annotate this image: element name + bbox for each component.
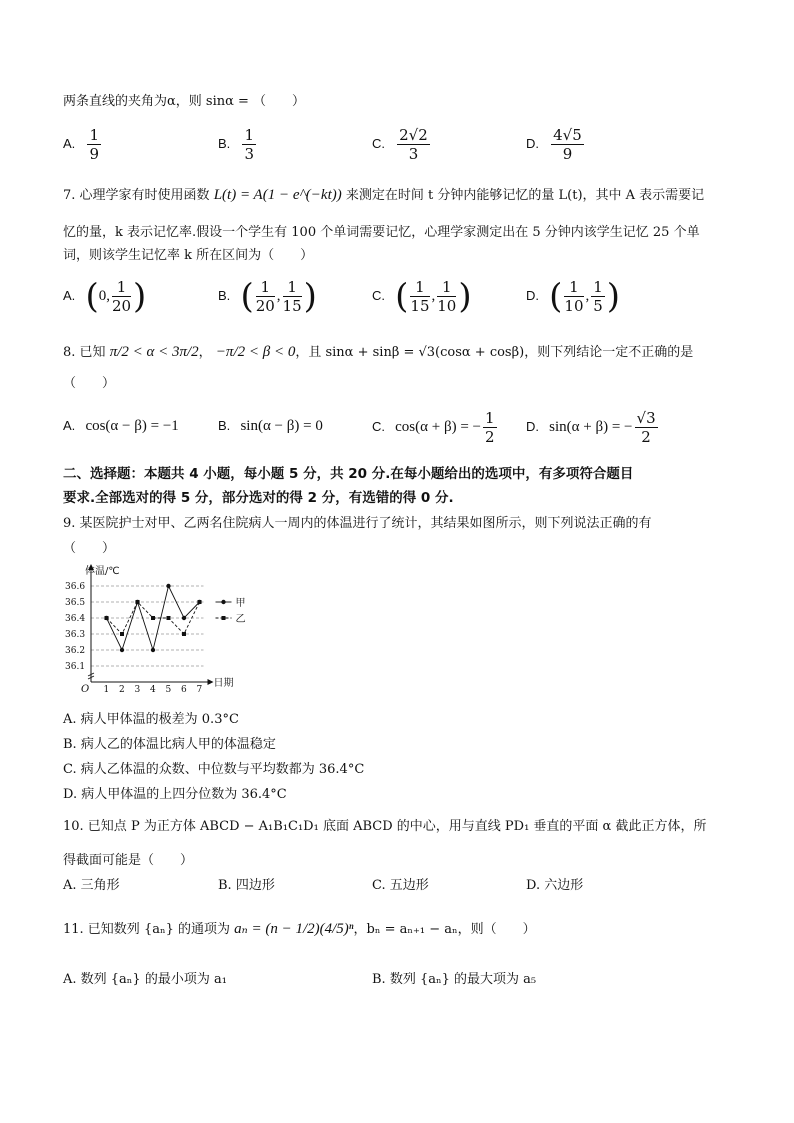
q9-option-c[interactable]: C. 病人乙体温的众数、中位数与平均数都为 36.4°C <box>63 762 365 777</box>
series-yi-point <box>198 600 202 604</box>
q6-stem: 两条直线的夹角为α，则 sinα = （ ） <box>63 94 306 109</box>
y-tick-label: 36.4 <box>65 614 86 624</box>
x-tick-label: 6 <box>181 685 187 695</box>
q6-option-b[interactable]: B. $\frac{1}{3}$ <box>218 126 254 163</box>
series-yi-point <box>120 632 124 636</box>
q7-line3: 词，则该学生记忆率 k 所在区间为（ ） <box>63 248 314 263</box>
y-tick-label: 36.5 <box>65 598 86 608</box>
q8-cond1: π/2 < α < 3π/2 <box>109 344 199 360</box>
q8-option-d[interactable]: D. sin(α + β) = − $\frac{√3}{2}$ <box>526 409 656 446</box>
q9-option-b[interactable]: B. 病人乙的体温比病人甲的体温稳定 <box>63 737 276 752</box>
q10-option-c[interactable]: C. 五边形 <box>372 878 429 893</box>
x-tick-label: 1 <box>103 685 110 695</box>
q9-line1: 9. 某医院护士对甲、乙两名住院病人一周内的体温进行了统计，其结果如图所示，则下列说法正确的有 <box>63 516 652 531</box>
q7-line1: 7. 心理学家有时使用函数 L(t) = A(1 − e^(−kt)) 来测定在时间 t 分钟内能够记忆的量 L(t)，其中 A 表示需要记 <box>63 187 705 203</box>
series-yi-point <box>105 616 109 620</box>
x-tick-label: 2 <box>119 685 125 695</box>
y-tick-label: 36.2 <box>65 646 86 656</box>
q10-option-b[interactable]: B. 四边形 <box>218 878 275 893</box>
series-jia-point <box>166 584 170 588</box>
q9-line2: （ ） <box>63 541 116 556</box>
x-tick-label: 5 <box>165 685 172 695</box>
q11-option-b[interactable]: B. 数列 {aₙ} 的最大项为 a₅ <box>372 972 537 987</box>
legend-marker <box>222 616 226 620</box>
q6-option-c[interactable]: C. $\frac{2√2}{3}$ <box>372 126 428 163</box>
legend-label: 乙 <box>235 614 246 625</box>
series-jia-point <box>182 616 186 620</box>
q6-option-a[interactable]: A. $\frac{1}{9}$ <box>63 126 99 163</box>
y-tick-label: 36.6 <box>65 582 86 592</box>
legend-label: 甲 <box>235 598 246 609</box>
option-label: B. <box>218 136 231 151</box>
q11-option-a[interactable]: A. 数列 {aₙ} 的最小项为 a₁ <box>63 972 227 987</box>
x-tick-label: 4 <box>150 685 156 695</box>
q10-line2: 得截面可能是（ ） <box>63 853 194 868</box>
legend-marker <box>221 600 225 604</box>
section2-heading-line1: 二、选择题：本题共 4 小题，每小题 5 分，共 20 分.在每小题给出的选项中，有多项符合题目 <box>63 466 634 482</box>
series-yi-point <box>182 632 186 636</box>
option-label: D. <box>526 136 539 151</box>
q7-option-c[interactable]: C. ( $\frac{1}{15}$ , $\frac{1}{10}$ ) <box>372 276 472 317</box>
q9-option-d[interactable]: D. 病人甲体温的上四分位数为 36.4°C <box>63 787 287 802</box>
x-tick-label: 7 <box>196 685 203 695</box>
q7-option-d[interactable]: D. ( $\frac{1}{10}$ , $\frac{1}{5}$ ) <box>526 276 621 317</box>
q11-formula: aₙ = (n − 1/2)(4/5)ⁿ <box>234 921 354 937</box>
q7-option-b[interactable]: B. ( $\frac{1}{20}$ , $\frac{1}{15}$ ) <box>218 276 317 317</box>
x-tick-label: 3 <box>134 685 141 695</box>
series-yi-point <box>167 616 171 620</box>
q10-line1: 10. 已知点 P 为正方体 ABCD − A₁B₁C₁D₁ 底面 ABCD 的中心，用与直线 PD₁ 垂直的平面 α 截此正方体，所 <box>63 819 707 834</box>
q11-line1: 11. 已知数列 {aₙ} 的通项为 aₙ = (n − 1/2)(4/5)ⁿ，bₙ = aₙ₊₁ − aₙ，则（ ） <box>63 921 536 937</box>
y-tick-label: 36.3 <box>65 630 86 640</box>
q8-option-c[interactable]: C. cos(α + β) = − $\frac{1}{2}$ <box>372 409 495 446</box>
temperature-line-chart <box>63 560 263 700</box>
section2-heading-line2: 要求.全部选对的得 5 分，部分选对的得 2 分，有选错的得 0 分. <box>63 490 454 506</box>
option-label: A. <box>63 136 76 151</box>
x-axis-label: 日期 <box>213 678 234 689</box>
q9-option-a[interactable]: A. 病人甲体温的极差为 0.3°C <box>63 712 239 727</box>
q8-line2: （ ） <box>63 376 116 391</box>
q10-option-d[interactable]: D. 六边形 <box>526 878 584 893</box>
q7-option-a[interactable]: A. (0, $\frac{1}{20}$ ) <box>63 276 147 317</box>
series-jia-point <box>120 648 124 652</box>
q10-option-a[interactable]: A. 三角形 <box>63 878 120 893</box>
q6-option-d[interactable]: D. $\frac{4√5}{9}$ <box>526 126 582 163</box>
y-axis-label: 体温/℃ <box>85 566 120 577</box>
q7-formula: L(t) = A(1 − e^(−kt)) <box>213 187 342 203</box>
q8-line1: 8. 已知 π/2 < α < 3π/2， −π/2 < β < 0，且 sinα + sinβ = √3(cosα + cosβ)，则下列结论一定不正确的是 <box>63 344 694 360</box>
option-label: C. <box>372 136 385 151</box>
q7-line2: 忆的量，k 表示记忆率.假设一个学生有 100 个单词需要记忆，心理学家测定出在 5 分钟内该学生记忆 25 个单 <box>63 225 700 240</box>
q8-option-a[interactable]: A. cos(α − β) = −1 <box>63 418 179 434</box>
q8-cond2: −π/2 < β < 0 <box>215 344 296 360</box>
series-yi-point <box>151 616 155 620</box>
origin-label: O <box>81 684 90 695</box>
y-tick-label: 36.1 <box>65 662 86 672</box>
series-yi-point <box>136 600 140 604</box>
q8-option-b[interactable]: B. sin(α − β) = 0 <box>218 418 323 434</box>
series-jia-point <box>151 648 155 652</box>
